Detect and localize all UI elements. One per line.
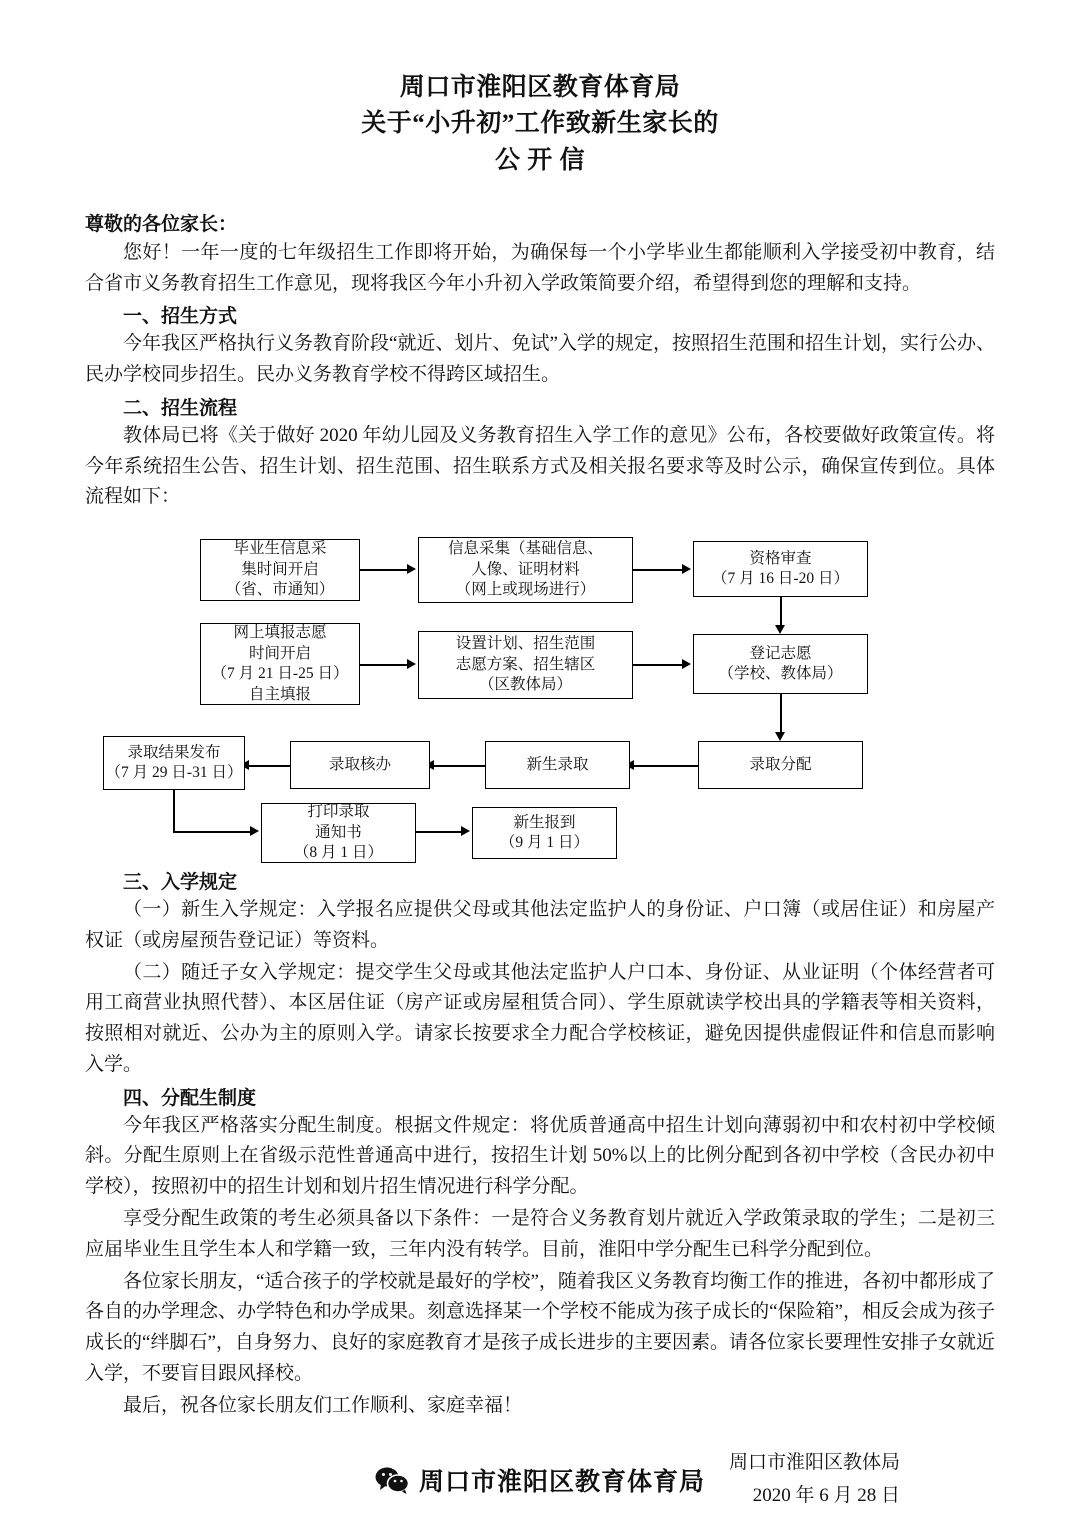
- salutation: 尊敬的各位家长：: [85, 213, 238, 235]
- wechat-icon: [375, 1466, 409, 1494]
- section-heading-1: 一、招生方式: [123, 306, 238, 328]
- section-4-paragraph-1: 今年我区严格落实分配生制度。根据文件规定：将优质普通高中招生计划向薄弱初中和农村初中学校倾斜。分配生原则上在省级示范性普通高中进行，按招生计划 50%以上的比例分配到各初中学校（含民办初中学校），按照初中的招生计划和划片招生情况进行科学分配。: [85, 1114, 995, 1198]
- signature-date: 2020 年 6 月 28 日: [752, 1484, 900, 1506]
- section-heading-4: 四、分配生制度: [123, 1087, 257, 1109]
- flow-node-graduate-info-start: 毕业生信息采 集时间开启 （省、市通知）: [200, 539, 360, 601]
- section-3-paragraph-1: （一）新生入学规定：入学报名应提供父母或其他法定监护人的身份证、户口簿（或居住证）和房屋产权证（或房屋预告登记证）等资料。: [85, 899, 995, 951]
- flow-node-qualification-review: 资格审查 （7 月 16 日-20 日）: [693, 541, 868, 597]
- title-line-3: 公 开 信: [494, 146, 585, 174]
- flow-node-register-volunteer: 登记志愿 （学校、教体局）: [693, 634, 868, 694]
- section-3-paragraph-2: （二）随迁子女入学规定：提交学生父母或其他法定监护人户口本、身份证、从业证明（个体经营者可用工商营业执照代替）、本区居住证（房产证或房屋租赁合同）、学生原就读学校出具的学籍表等相关资料，按照相对就近、公办为主的原则入学。请家长按要求全力配合学校核证，避免因提供虚假证件和信息而影响入学。: [85, 961, 995, 1075]
- flow-node-result-release: 录取结果发布 （7 月 29 日-31 日）: [103, 736, 245, 790]
- flow-node-admission-allocation: 录取分配: [698, 741, 863, 789]
- admission-flowchart: [85, 531, 995, 861]
- footer-badge: [0, 1462, 1080, 1498]
- section-heading-2: 二、招生流程: [123, 397, 238, 419]
- footer-text: 周口市淮阳区教育体育局: [418, 1469, 705, 1496]
- flow-node-plan-setup: 设置计划、招生范围 志愿方案、招生辖区 （区教体局）: [418, 631, 633, 699]
- signature-org: 周口市淮阳区教体局: [728, 1452, 900, 1474]
- document-title: [85, 70, 995, 179]
- section-4-paragraph-4: 最后，祝各位家长朋友们工作顺利、家庭幸福！: [123, 1394, 523, 1416]
- title-line-1: 周口市淮阳区教育体育局: [399, 74, 681, 101]
- flow-node-student-report: 新生报到 （9 月 1 日）: [472, 807, 617, 859]
- flow-node-admission-verification: 录取核办: [290, 741, 430, 789]
- flow-node-new-student-admission: 新生录取: [485, 741, 630, 789]
- section-1-paragraph-1: 今年我区严格执行义务教育阶段“就近、划片、免试”入学的规定，按照招生范围和招生计划，实行公办、民办学校同步招生。民办义务教育学校不得跨区域招生。: [85, 333, 995, 386]
- section-4-paragraph-2: 享受分配生政策的考生必须具备以下条件：一是符合义务教育划片就近入学政策录取的学生；二是初三应届毕业生且学生本人和学籍一致，三年内没有转学。目前，淮阳中学分配生已科学分配到位。: [85, 1208, 995, 1260]
- flow-node-online-volunteer-start: 网上填报志愿 时间开启 （7 月 21 日-25 日） 自主填报: [200, 623, 360, 705]
- title-line-2: 关于“小升初”工作致新生家长的: [361, 110, 719, 138]
- section-2-paragraph-1: 教体局已将《关于做好 2020 年幼儿园及义务教育招生入学工作的意见》公布，各校要做好政策宣传。将今年系统招生公告、招生计划、招生范围、招生联系方式及相关报名要求等及时公示，确保宣传到位。具体流程如下：: [85, 424, 995, 508]
- intro-paragraph: 您好！一年一度的七年级招生工作即将开始，为确保每一个小学毕业生都能顺利入学接受初中教育，结合省市义务教育招生工作意见，现将我区今年小升初入学政策简要介绍，希望得到您的理解和支持。: [85, 241, 995, 294]
- flow-node-print-notice: 打印录取 通知书 （8 月 1 日）: [261, 803, 416, 863]
- flow-node-info-collection: 信息采集（基础信息、 人像、证明材料 （网上或现场进行）: [418, 537, 633, 603]
- section-4-paragraph-3: 各位家长朋友，“适合孩子的学校就是最好的学校”，随着我区义务教育均衡工作的推进，各初中都形成了各自的办学理念、办学特色和办学成果。刻意选择某一个学校不能成为孩子成长的“保险箱”，相反会成为孩子成长的“绊脚石”，自身努力、良好的家庭教育才是孩子成长进步的主要因素。请各位家长要理性安排子女就近入学，不要盲目跟风择校。: [85, 1270, 995, 1384]
- section-heading-3: 三、入学规定: [123, 872, 238, 894]
